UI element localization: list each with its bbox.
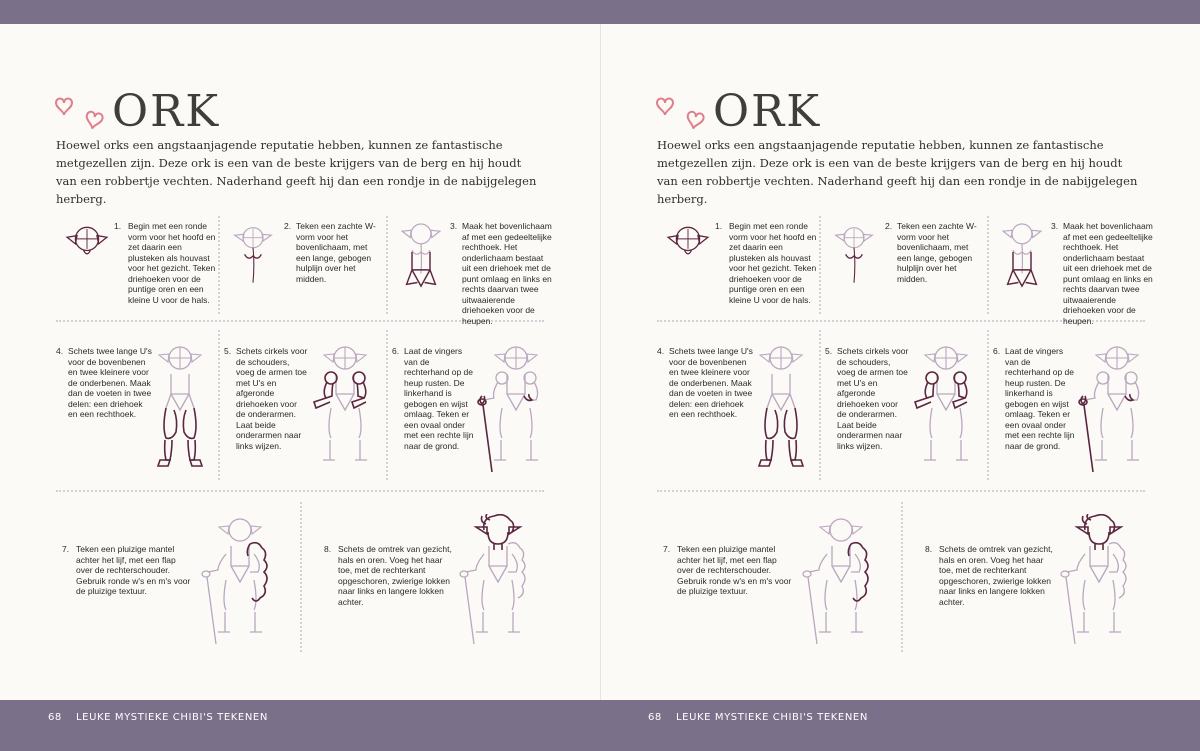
step-figure xyxy=(228,219,278,293)
step-text: Teken een zachte W-vorm voor het bovenlichaam, met een lange, gebogen hulplijn over het midden. xyxy=(897,221,977,284)
page-title: ORK xyxy=(112,86,221,137)
step-6 xyxy=(392,342,554,482)
step-text: Teken een pluizige mantel achter het lijf, met een flap over de rechterschouder. Gebruik ronde w's en m's voor de pluizige textuur. xyxy=(677,544,792,596)
divider xyxy=(657,490,1145,492)
step-7 xyxy=(663,514,899,654)
step-text: Begin met een ronde vorm voor het hoofd en zet daarin een plusteken als houvast voor het gezicht. Teken driehoeken voor de puntige oren en een kleine U voor de hals. xyxy=(729,221,817,305)
step-text: Maak het bovenlichaam af met een gedeeltelijke rechthoek. Het onderlichaam bestaat uit een driehoek met de punt omlaag en links en rechts daarvan twee uitwaaierende driehoeken voor de heupen. xyxy=(462,221,552,326)
hearts-icon xyxy=(52,89,108,133)
step-figure xyxy=(995,219,1049,301)
page-title: ORK xyxy=(713,86,822,137)
intro-paragraph: Hoewel orks een angstaanjagende reputatie hebben, kunnen ze fantastische metgezellen zijn. Deze ork is een van de beste krijgers van de berg en hij houdt van een robbertje vechten. Naderhand geeft hij dan een rondje in de nabijgelegen herberg. xyxy=(657,138,1138,206)
step-7 xyxy=(62,514,298,654)
step-number: 3. xyxy=(450,221,458,231)
step-number: 4. xyxy=(56,346,64,356)
step-figure xyxy=(1055,514,1135,649)
divider xyxy=(901,502,903,652)
left-page xyxy=(0,24,600,700)
right-page xyxy=(600,24,1200,700)
step-text: Schets cirkels voor de schouders, voeg de armen toe met U's en afgeronde driehoeken voor de onderarmen. Laat beide onderarmen naar links wijzen. xyxy=(837,346,909,451)
step-figure xyxy=(62,219,112,277)
right-footer xyxy=(600,700,1200,751)
step-figure xyxy=(150,342,210,472)
step-number: 8. xyxy=(324,544,332,554)
step-figure xyxy=(1073,342,1153,477)
step-number: 1. xyxy=(114,221,122,231)
step-4 xyxy=(657,342,819,482)
step-2 xyxy=(228,219,384,319)
step-figure xyxy=(394,219,448,301)
step-8 xyxy=(324,514,548,654)
step-figure xyxy=(472,342,552,477)
hearts-icon xyxy=(653,89,709,133)
step-figure xyxy=(454,514,534,649)
divider xyxy=(819,330,821,480)
step-text: Laat de vingers van de rechterhand op de heup rusten. De linkerhand is gebogen en wijst omlaag. Teken er een ovaal onder met een rechte lijn naar de grond. xyxy=(1005,346,1075,451)
step-number: 6. xyxy=(993,346,1001,356)
left-footer xyxy=(0,700,600,751)
step-figure xyxy=(797,514,877,649)
step-8 xyxy=(925,514,1149,654)
step-number: 7. xyxy=(62,544,70,554)
step-text: Schets twee lange U's voor de bovenbenen en twee kleinere voor de onderbenen. Maak dan de voeten in twee delen: een driehoek en een rechthoek. xyxy=(68,346,152,419)
step-5 xyxy=(224,342,384,482)
step-text: Maak het bovenlichaam af met een gedeeltelijke rechthoek. Het onderlichaam bestaat uit een driehoek met de punt omlaag en links en rechts daarvan twee uitwaaierende driehoeken voor de heupen. xyxy=(1063,221,1153,326)
intro-paragraph: Hoewel orks een angstaanjagende reputatie hebben, kunnen ze fantastische metgezellen zijn. Deze ork is een van de beste krijgers van de berg en hij houdt van een robbertje vechten. Naderhand geeft hij dan een rondje in de nabijgelegen herberg. xyxy=(56,138,537,206)
step-number: 5. xyxy=(825,346,833,356)
step-number: 5. xyxy=(224,346,232,356)
step-text: Laat de vingers van de rechterhand op de heup rusten. De linkerhand is gebogen en wijst omlaag. Teken er een ovaal onder met een rechte lijn naar de grond. xyxy=(404,346,474,451)
divider xyxy=(386,216,388,314)
step-text: Schets de omtrek van gezicht, hals en oren. Voeg het haar toe, met de rechterkant opgeschoren, zwierige lokken naar links en langere lokken achter. xyxy=(939,544,1053,607)
step-figure xyxy=(911,342,981,472)
divider xyxy=(218,330,220,480)
step-number: 2. xyxy=(284,221,292,231)
section-title: LEUKE MYSTIEKE CHIBI'S TEKENEN xyxy=(76,712,268,723)
step-4 xyxy=(56,342,218,482)
divider xyxy=(300,502,302,652)
step-text: Teken een zachte W-vorm voor het bovenlichaam, met een lange, gebogen hulplijn over het midden. xyxy=(296,221,376,284)
step-number: 2. xyxy=(885,221,893,231)
page-number: 68 xyxy=(648,712,662,723)
step-number: 1. xyxy=(715,221,723,231)
step-number: 4. xyxy=(657,346,665,356)
step-text: Schets twee lange U's voor de bovenbenen en twee kleinere voor de onderbenen. Maak dan de voeten in twee delen: een driehoek en een rechthoek. xyxy=(669,346,753,419)
step-1 xyxy=(661,219,821,319)
step-6 xyxy=(993,342,1155,482)
section-title: LEUKE MYSTIEKE CHIBI'S TEKENEN xyxy=(676,712,868,723)
step-number: 3. xyxy=(1051,221,1059,231)
step-3 xyxy=(394,219,554,326)
divider xyxy=(386,330,388,480)
step-figure xyxy=(310,342,380,472)
step-text: Begin met een ronde vorm voor het hoofd en zet daarin een plusteken als houvast voor het gezicht. Teken driehoeken voor de puntige oren en een kleine U voor de hals. xyxy=(128,221,216,305)
step-number: 7. xyxy=(663,544,671,554)
step-number: 8. xyxy=(925,544,933,554)
step-figure xyxy=(751,342,811,472)
step-1 xyxy=(60,219,220,319)
step-text: Schets cirkels voor de schouders, voeg de armen toe met U's en afgeronde driehoeken voor de onderarmen. Laat beide onderarmen naar links wijzen. xyxy=(236,346,308,451)
page-number: 68 xyxy=(48,712,62,723)
step-number: 6. xyxy=(392,346,400,356)
step-figure xyxy=(663,219,713,277)
step-3 xyxy=(995,219,1155,326)
divider xyxy=(987,330,989,480)
step-2 xyxy=(829,219,985,319)
step-5 xyxy=(825,342,985,482)
step-text: Schets de omtrek van gezicht, hals en oren. Voeg het haar toe, met de rechterkant opgeschoren, zwierige lokken naar links en langere lokken achter. xyxy=(338,544,452,607)
divider xyxy=(56,490,544,492)
step-figure xyxy=(829,219,879,293)
step-text: Teken een pluizige mantel achter het lijf, met een flap over de rechterschouder. Gebruik ronde w's en m's voor de pluizige textuur. xyxy=(76,544,191,596)
top-band xyxy=(0,0,1200,24)
divider xyxy=(987,216,989,314)
step-figure xyxy=(196,514,276,649)
